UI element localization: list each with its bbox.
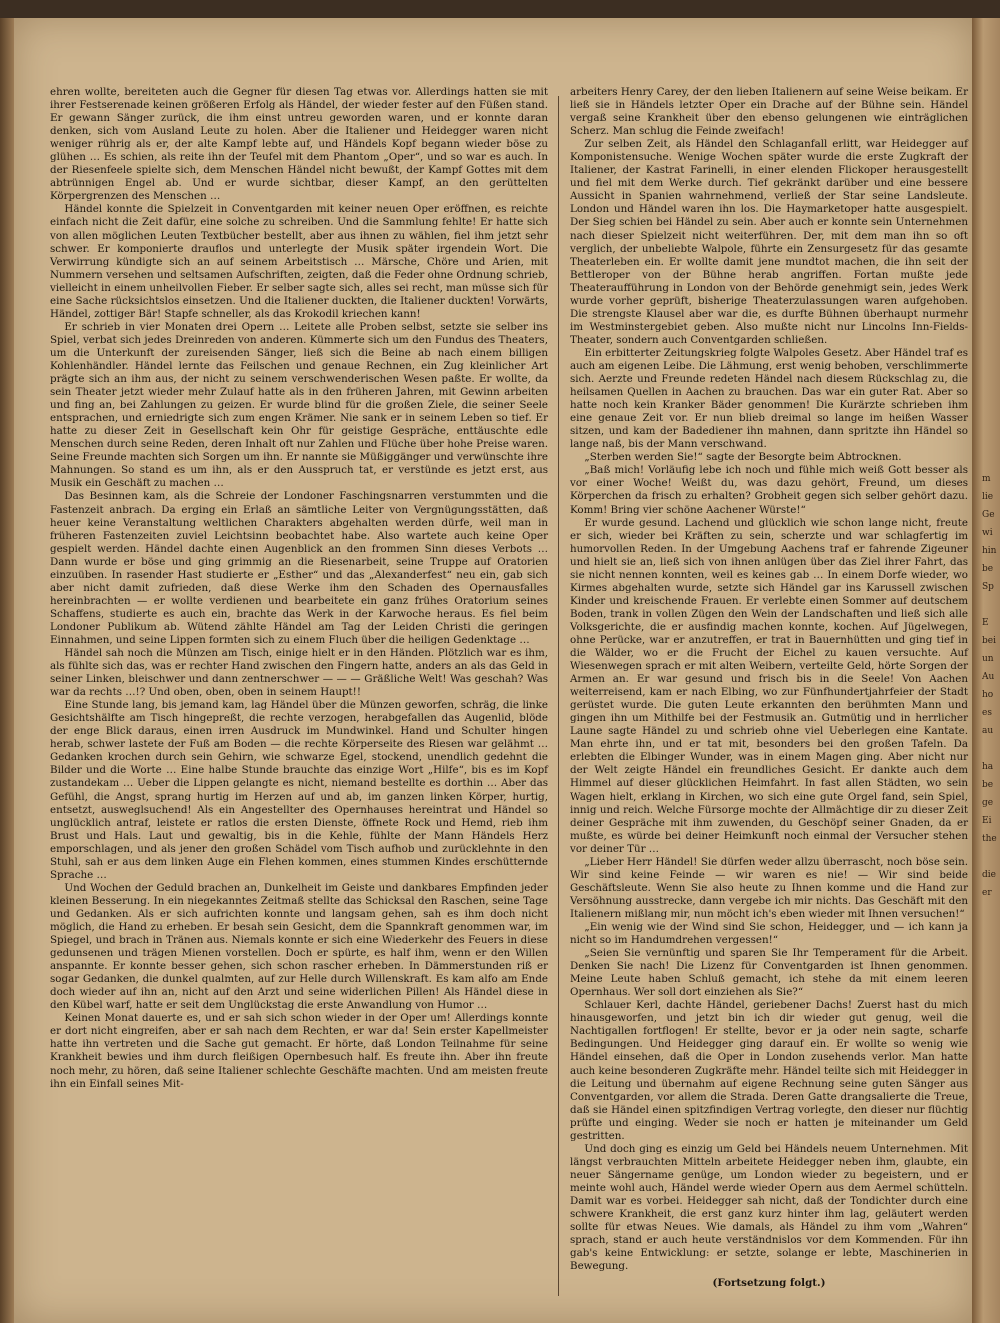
paragraph: „Sterben werden Sie!“ sagte der Besorgte beim Abtrocknen. xyxy=(584,451,902,464)
paragraph: Keinen Monat dauerte es, und er sah sich schon wieder in der Oper um! Allerdings konnte er dort nicht eingreifen, aber er sah nach dem Rechten, er war da! Sein erster Kapellmeister hatte ihn vertreten und die Sache gut gemacht. Er hörte, daß London Teilnahme für seine Krankheit bewies und ihm durch fleißigen Opernbesuch half. Es freute ihn. Aber ihn freute noch mehr, zu hören, daß seine Italiener schlechte Geschäfte machten. Und am meisten freute ihn ein Einfall seines Mit- xyxy=(50,1012,548,1090)
paragraph: „Seien Sie vernünftig und sparen Sie Ihr Temperament für die Arbeit. Denken Sie nach! Die Lizenz für Conventgarden ist Ihnen genommen. Meine Leute haben Schluß gemacht, ich stehe da mit einem leeren Opernhaus. Wer soll dort einziehen als Sie?“ xyxy=(570,947,968,999)
paragraph: Ein erbitterter Zeitungskrieg folgte Walpoles Gesetz. Aber Händel traf es auch am eigenen Leibe. Die Lähmung, erst wenig behoben, verschlimmerte sich. Aerzte und Freunde redeten Händel nach diesem Rückschlag zu, die heilsamen Quellen in Aachen zu brauchen. Das war ein guter Rat. Aber so hatte noch kein Kranker Bäder genommen! Die Kurärzte schrieben ihm eine genaue Zeit vor. Er nun blieb dreimal so lange im heißen Wasser sitzen, und kam der Badediener ihn mahnen, dann spritzte ihn Händel so lange naß, bis der Mann verschwand. xyxy=(570,346,969,451)
paragraph: Eine Stunde lang, bis jemand kam, lag Händel über die Münzen geworfen, schräg, die linke Gesichtshälfte am Tisch hingepreßt, die rechte verzogen, herabgefallen das Augenlid, blöde der enge Blick daraus, einen irren Ausdruck im Mundwinkel. Hand und Schulter hingen herab, schwer lastete der Fuß am Boden — die rechte Körperseite des Riesen war gelähmt … Gedanken krochen durch sein Gehirn, wie schwarze Egel, stockend, unendlich gedehnt die Bilder und die Worte … Eine halbe Stunde brauchte das einzige Wort „Hilfe“, bis es im Kopf zustandekam … Ueber die Lippen gelangte es nicht, niemand bestellte es dorthin … Aber das Gefühl, die Angst, sprang hurtig im Herzen auf und ab, im ganzen linken Körper, hurtig, entsetzt, ausweglsuchend! Als ein Angestellter des Opernhauses hereintrat und Händel so unglücklich antraf, leistete er ratlos die ersten Dienste, öffnete Rock und Hemd, rieb ihm Brust und Hals. Laut und gewaltig, bis in die Kehle, fühlte der Mann Händels Herz emporschlagen, und als jener den großen Schädel vom Tisch aufhob und zurücklehnte in den Stuhl, sah er aus dem linken Auge ein Flehen kommen, eines stummen Kindes erschütternde Sprache … xyxy=(50,699,548,881)
paragraph: Händel sah noch die Münzen am Tisch, einige hielt er in den Händen. Plötzlich war es ihm, als fühlte sich das, was er rechter Hand zwischen den Fingern hatte, anders an als das Geld in seiner Linken, bleischwer und dann zentnerschwer — — — Gräßliche Welt! Was geschah? Was war da rechts …!? Und oben, oben, oben in seinem Haupt!! xyxy=(50,647,548,699)
paragraph: „Baß mich! Vorläufig lebe ich noch und fühle mich weiß Gott besser als vor einer Woche! Weißt du, was dazu gehört, Freund, um dieses Körperchen da frisch zu erhalten? Grobheit gegen sich selber gehört dazu. Komm! Bring vier schöne Aachener Würste!“ xyxy=(570,464,968,516)
paragraph: Er schrieb in vier Monaten drei Opern … Leitete alle Proben selbst, setzte sie selber ins Spiel, verbat sich jedes Dreinreden von anderen. Kümmerte sich um den Fundus des Theaters, um die Unterkunft der zureisenden Sänger, ließ sich die Beine ab nach einem billigen Kohlenhändler. Händel lernte das Feilschen und genaue Rechnen, ein Zug kleinlicher Art prägte sich an ihm aus, der nicht zu seinem verschwenderischen Wesen paßte. Er wollte, da sein Theater jetzt wieder mehr Zulauf hatte als in den früheren Jahren, mit Gewinn arbeiten und fing an, bei Zahlungen zu geizen. Er wurde blind für die großen Ziele, die seiner Seele entsprachen, und erniedrigte sich zum engen Krämer. Nie sank er in seinem Leben so tief. Er hatte zu dieser Zeit in Gesellschaft kein Ohr für geistige Gespräche, enttäuschte edle Menschen durch seine Reden, deren Inhalt oft nur Zahlen und Flüche über hohe Preise waren. Seine Freunde machten sich Sorgen um ihn. Er nannte sie Müßiggänger und verwünschte ihre Mahnungen. So stand es um ihn, als er den Ausspruch tat, er verstünde es jetzt erst, aus Musik ein Geschäft zu machen … xyxy=(50,320,548,490)
paragraph: Und Wochen der Geduld brachen an, Dunkelheit im Geiste und dankbares Empfinden jeder kleinen Besserung. In ein niegekanntes Zeitmaß stellte das Schicksal den Raschen, seine Tage und Gedanken. Als er sich aufrichten konnte und langsam gehen, sah es ihm doch nicht möglich, die Hand zu erheben. Er besah sein Gesicht, dem die Spannkraft genommen war, im Spiegel, und brach in Tränen aus. Niemals konnte er sich eine Wiederkehr des Feuers in diese gedunsenen und trägen Mienen vorstellen. Doch er spürte, es half ihm, wenn er den Willen anspannte. Er konnte besser gehen, sich schon rascher erheben. In Dämmerstunden riß er sogar Gedanken, die dunkel qualmten, auf zur Helle durch Willenskraft. Es kam alfo am Ende doch wieder auf ihn an, nicht auf den Arzt und seine widerlichen Pillen! Als Händel diese in den Kübel warf, hatte er seit dem Unglückstag die erste Anwandlung von Humor … xyxy=(50,881,548,1012)
paragraph: „Lieber Herr Händel! Sie dürfen weder allzu überrascht, noch böse sein. Wir sind keine Feinde — wir waren es nie! — Wir sind beide Geschäftsleute. Wenn Sie also heute zu Ihnen komme und die Hand zur Versöhnung ausstrecke, dann vergebe ich mir nichts. Das Geschäft mit den Italienern mißlang mir, nun möcht ich's eben wieder mit Ihnen versuchen!“ xyxy=(570,855,968,920)
left-column xyxy=(50,86,548,1091)
paragraph: „Ein wenig wie der Wind sind Sie schon, Heidegger, und — ich kann ja nicht so im Handumdrehen vergessen!“ xyxy=(570,921,968,947)
paragraph: Zur selben Zeit, als Händel den Schlaganfall erlitt, war Heidegger auf Komponistensuche. Wenige Wochen später wurde die erste Zugkraft der Italiener, der Kastrat Farinelli, in einer elenden Flickoper herausgestellt und fiel mit dem Werke durch. Tief gekränkt darüber und eine bessere Aussicht in Spanien wahrnehmend, verließ der Star seine Landsleute. London und Händel waren ihn los. Die Haymarketoper hatte ausgespielt. Der Sieg schien bei Händel zu sein. Aber auch er konnte sein Unternehmen nach dieser Spielzeit nicht weiterführen. Der, mit dem man ihn so oft verglich, der unbeliebte Walpole, führte ein Zensurgesetz für das gesamte Theaterleben ein. Er wollte damit jene mundtot machen, die ihn seit der Bettleroper von der Bühne herab angriffen. Fortan mußte jede Theateraufführung in London von der Behörde genehmigt sein, jedes Werk wurde vorher geprüft, bisherige Theaterzulassungen waren aufgehoben. Die strengste Klausel aber war die, es durfte Bühnen überhaupt nurmehr im Westminstergebiet geben. Also mußte nicht nur Lincolns Inn-Fields-Theater, sondern auch Conventgarden schließen. xyxy=(570,138,968,346)
continued-note: (Fortsetzung folgt.) xyxy=(712,1277,826,1290)
right-column xyxy=(570,86,968,1290)
paragraph: ehren wollte, bereiteten auch die Gegner für diesen Tag etwas vor. Allerdings hatten sie mit ihrer Festserenade keinen größeren Erfolg als Händel, der wieder fester auf den Füßen stand. Er gewann Sänger zurück, die ihm einst untreu geworden waren, und er konnte daran denken, sich vom Ausland Leute zu holen. Aber die Italiener und Heidegger waren nicht weniger rührig als er, der alte Kampf lebte auf, und Händels Kopf begann wieder böse zu glühen … Es schien, als reite ihn der Teufel mit dem Phantom „Oper“, und so war es auch. In der Riesenfeele spielte sich, dem Menschen Händel nicht bewußt, der Kampf Gottes mit dem abtrünnigen Engel ab. Und er wurde sichtbar, dieser Kampf, an den gerüttelten Körpergrenzen des Menschen … xyxy=(50,86,548,203)
next-page-edge-text: m lie Ge wi hin be Sp E bei un Au ho es au ha be ge Ei the die er xyxy=(982,474,997,898)
paragraph: Und doch ging es einzig um Geld bei Händels neuem Unternehmen. Mit längst verbrauchten Mitteln arbeitete Heidegger neben ihm, glaubte, ein neuer Sängername genüge, um London wieder zu begeistern, und er meinte wohl auch, Händel werde wieder Opern aus dem Aermel schütteln. Damit war es vorbei. Heidegger sah nicht, daß der Tondichter durch eine schwere Krankheit, die erst ganz kurz hinter ihm lag, geläutert werden sollte für etwas Neues. Wie damals, als Händel zu ihm vom „Wahren“ sprach, stand er auch heute verständnislos vor dem Kommenden. Für ihn gab's keine Entwicklung: er setzte, solange er lebte, Maschinerien in Bewegung. xyxy=(570,1142,968,1273)
paragraph: Händel konnte die Spielzeit in Conventgarden mit keiner neuen Oper eröffnen, es reichte einfach nicht die Zeit dafür, eine solche zu schreiben. Und die Sammlung fehlte! Er hatte sich von allen möglichen Leuten Textbücher bestellt, aber aus ihnen zu wählen, fiel ihm jetzt sehr schwer. Er komponierte drauflos und unterlegte der Musik später irgendein Wort. Die Verwirrung kündigte sich an auf seinem Arbeitstisch … Märsche, Chöre und Arien, mit Nummern versehen und seltsamen Aufschriften, zeigten, daß die Feder ohne Ordnung schrieb, vielleicht in einem unheilvollen Fieber. Er selber sagte sich, alles sei recht, man müsse sich für eine Sache rücksichtslos einsetzen. Und die Italiener duckten, die Italiener duckten! Vorwärts, Händel, zottiger Bär! Stapfe schneller, als das Krokodil kriechen kann! xyxy=(50,203,548,320)
column-divider xyxy=(558,96,559,1296)
paragraph: Das Besinnen kam, als die Schreie der Londoner Faschingsnarren verstummten und die Fastenzeit anbrach. Da erging ein Erlaß an sämtliche Leiter von Vergnügungsstätten, daß heuer keine Veranstaltung weltlichen Charakters abgehalten werden dürfe, weil man in früheren Fastenzeiten zuviel Leichtsinn beobachtet habe. Also wartete auch keine Oper gespielt werden. Händel dachte einen Augenblick an den frommen Sinn dieses Verbots … Dann wurde er böse und ging grimmig an die Riesenarbeit, seine Truppe auf Oratorien einzuüben. In rasender Hast studierte er „Esther“ und das „Alexanderfest“ neu ein, gab sich aber nicht damit zufrieden, daß diese Werke ihm den Schaden des Opernausfalles hereinbrachten — er wollte verdienen und bearbeitete ein ganz frühes Oratorium seines Schaffens, studierte es auch ein, brachte das Werk in der Karwoche heraus. Es fiel beim Londoner Publikum ab. Wütend zählte Händel am Tag der Leiden Christi die geringen Einnahmen, und seine Lippen formten sich zu einem Fluch über die heiligen Gedenktage … xyxy=(50,490,548,646)
top-shadow-band xyxy=(0,0,1000,18)
paragraph: Schlauer Kerl, dachte Händel, geriebener Dachs! Zuerst hast du mich hinausgeworfen, und jetzt bin ich dir wieder gut genug, weil die Nachtigallen fortflogen! Er stellte, bevor er ja oder nein sagte, scharfe Bedingungen. Und Heidegger ging darauf ein. Er wollte so wenig wie Händel einsehen, daß die Oper in London zusehends verlor. Man hatte auch keine besonderen Zugkräfte mehr. Händel teilte sich mit Heidegger in die Leitung und übernahm auf eigene Rechnung seine guten Sänger aus Conventgarden, vor allem die Strada. Deren Gatte drangsalierte die Treue, daß sie Händel einen spitzfindigen Vertrag vorlegte, den dieser nur flüchtig prüfte und einging. Weder sie noch er hatten je miteinander um Geld gestritten. xyxy=(570,999,968,1142)
binding-spine xyxy=(0,18,14,1323)
paragraph: arbeiters Henry Carey, der den lieben Italienern auf seine Weise beikam. Er ließ sie in Händels letzter Oper ein Drache auf der Bühne sein. Händel vergaß seine Krankheit über den ebenso gelungenen wie einträglichen Scherz. Man schlug die Feinde zweifach! xyxy=(570,86,968,138)
paragraph: Er wurde gesund. Lachend und glücklich wie schon lange nicht, freute er sich, wieder bei Kräften zu sein, scherzte und war schlagfertig im humorvollen Reden. In der Umgebung Aachens traf er fahrende Zigeuner und hielt sie an, ließ sich von ihnen anlügen über das Ziel ihrer Fahrt, das sie nicht nennen konnten, weil es keines gab … In einem Dorfe wieder, wo Kirmes abgehalten wurde, setzte sich Händel gar ins Karussell zwischen Kinder und kreischende Frauen. Er verlebte einen Sommer auf deutschem Boden, trank in vollen Zügen den Wein der Landschaften und ließ sich alle Volksgerichte, die er ausfindig machen konnte, kochen. Auf Jügelwegen, ohne Perücke, war er anzutreffen, er trat in Bauernhütten und ging tief in die Wälder, wo er die Frucht der Eichel zu kauen versuchte. Auf Wiesenwegen sprach er mit alten Weibern, verteilte Geld, hörte Sorgen der Armen an. Er war gesund und frisch bis in die Seele! Von Aachen weiterreisend, kam er nach Elbing, wo zur Fünfhundertjahrfeier der Stadt gerüstet wurde. Die guten Leute erkannten den berühmten Mann und gingen ihn um Mithilfe bei der Festmusik an. Gutmütig und in herrlicher Laune sagte Händel zu und schrieb ohne viel Ueberlegen eine Kantate. Man ehrte ihn, und er tat mit, besonders bei den großen Tafeln. Da erlebten die Elbinger Wunder, was in einem Magen ging. Aber nicht nur der Welt zeigte Händel ein freundliches Gesicht. Er dankte auch dem Himmel auf dieser glücklichen Heimfahrt. In fast allen Städten, wo sein Wagen hielt, erklang in Kirchen, wo sich eine gute Orgel fand, sein Spiel, innig und reich. Welche Fürsorge mochte der Allmächtige dir zu dieser Zeit deiner Gespräche mit ihm zuwenden, du Geschöpf seiner Gnaden, da er mußte, es würde bei deiner Heimkunft noch einmal der Versucher stehen vor deiner Tür … xyxy=(570,516,968,855)
